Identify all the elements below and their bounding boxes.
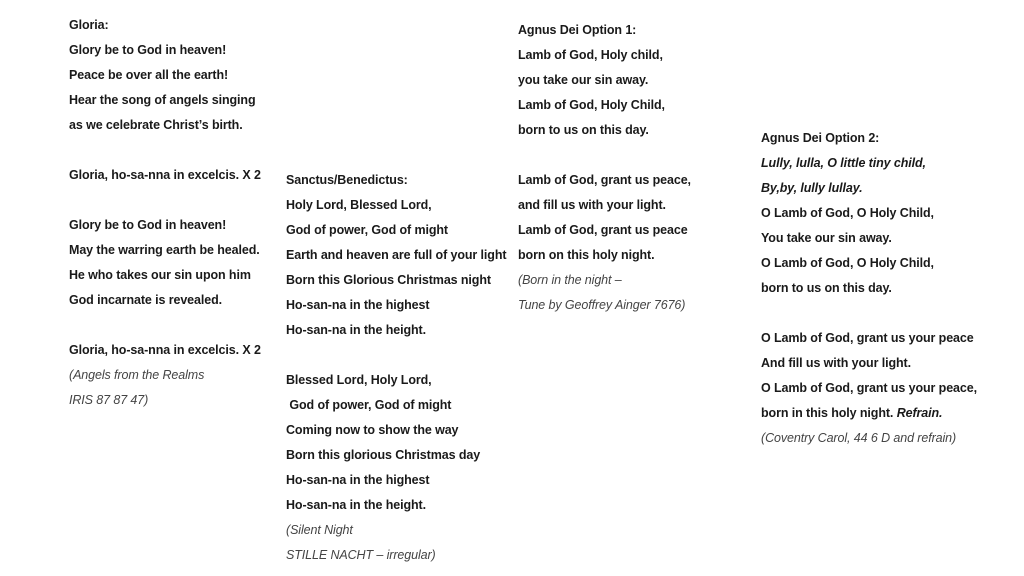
lyric-line: God of power, God of might: [286, 398, 452, 412]
lyric-line: you take our sin away.: [518, 73, 649, 87]
lyric-line: O Lamb of God, grant us your peace: [761, 331, 974, 345]
lyric-line: Lamb of God, Holy Child,: [518, 98, 665, 112]
lyric-line: Blessed Lord, Holy Lord,: [286, 373, 432, 387]
lyric-line: O Lamb of God, grant us your peace,: [761, 381, 977, 395]
lyric-line: born to us on this day.: [518, 123, 649, 137]
lyric-line: Lamb of God, Holy child,: [518, 48, 663, 62]
lyric-line-with-refrain: [761, 401, 977, 426]
gloria-section: [69, 13, 261, 413]
lyric-line: Lamb of God, grant us peace,: [518, 173, 691, 187]
stanza-gap: [69, 313, 261, 338]
lyric-line: Born this Glorious Christmas night: [286, 273, 491, 287]
lyric-line: Peace be over all the earth!: [69, 68, 229, 82]
refrain-label: Refrain.: [896, 406, 943, 420]
stanza-gap: [69, 138, 261, 163]
stanza-gap: [761, 301, 977, 326]
lyric-line: Glory be to God in heaven!: [69, 43, 227, 57]
sanctus-section: [286, 168, 506, 568]
gloria-refrain: Gloria, ho-sa-nna in excelcis. X 2: [69, 168, 261, 182]
agnus-dei-option-1-section: [518, 18, 691, 318]
lyric-line: Born this glorious Christmas day: [286, 448, 481, 462]
tune-note: (Silent Night: [286, 523, 353, 537]
lyric-line: Ho-san-na in the height.: [286, 498, 426, 512]
sanctus-heading: Sanctus/Benedictus:: [286, 173, 408, 187]
stanza-gap: [69, 188, 261, 213]
lyric-line: Holy Lord, Blessed Lord,: [286, 198, 432, 212]
agnus2-heading: Agnus Dei Option 2:: [761, 131, 880, 145]
lyric-line: God of power, God of might: [286, 223, 448, 237]
lyric-line: Lully, lulla, O little tiny child,: [761, 156, 926, 170]
lyric-line: Ho-san-na in the height.: [286, 323, 426, 337]
lyric-line: And fill us with your light.: [761, 356, 911, 370]
lyric-line: Ho-san-na in the highest: [286, 473, 430, 487]
lyric-line: born on this holy night.: [518, 248, 655, 262]
lyric-line: Ho-san-na in the highest: [286, 298, 430, 312]
tune-note: Tune by Geoffrey Ainger 7676): [518, 298, 686, 312]
lyric-line: He who takes our sin upon him: [69, 268, 251, 282]
lyric-line: By,by, lully lullay.: [761, 181, 863, 195]
lyric-line: Earth and heaven are full of your light: [286, 248, 507, 262]
agnus-dei-option-2-section: [761, 126, 977, 451]
lyric-line: Coming now to show the way: [286, 423, 459, 437]
lyric-line: born to us on this day.: [761, 281, 892, 295]
lyric-line: and fill us with your light.: [518, 198, 666, 212]
gloria-heading: Gloria:: [69, 18, 109, 32]
lyric-line: Hear the song of angels singing: [69, 93, 256, 107]
lyric-line: O Lamb of God, O Holy Child,: [761, 256, 934, 270]
tune-note: STILLE NACHT – irregular): [286, 548, 436, 562]
lyric-line: God incarnate is revealed.: [69, 293, 223, 307]
tune-note: IRIS 87 87 47): [69, 393, 149, 407]
lyric-line: May the warring earth be healed.: [69, 243, 260, 257]
gloria-refrain: Gloria, ho-sa-nna in excelcis. X 2: [69, 343, 261, 357]
agnus1-heading: Agnus Dei Option 1:: [518, 23, 637, 37]
stanza-gap: [518, 143, 691, 168]
lyric-text: born in this holy night.: [761, 406, 894, 420]
stanza-gap: [286, 343, 506, 368]
lyric-line: as we celebrate Christ’s birth.: [69, 118, 243, 132]
lyric-line: O Lamb of God, O Holy Child,: [761, 206, 934, 220]
lyric-line: Glory be to God in heaven!: [69, 218, 227, 232]
tune-note: (Angels from the Realms: [69, 368, 205, 382]
tune-note: (Coventry Carol, 44 6 D and refrain): [761, 431, 957, 445]
lyric-line: You take our sin away.: [761, 231, 892, 245]
tune-note: (Born in the night –: [518, 273, 622, 287]
lyric-line: Lamb of God, grant us peace: [518, 223, 688, 237]
